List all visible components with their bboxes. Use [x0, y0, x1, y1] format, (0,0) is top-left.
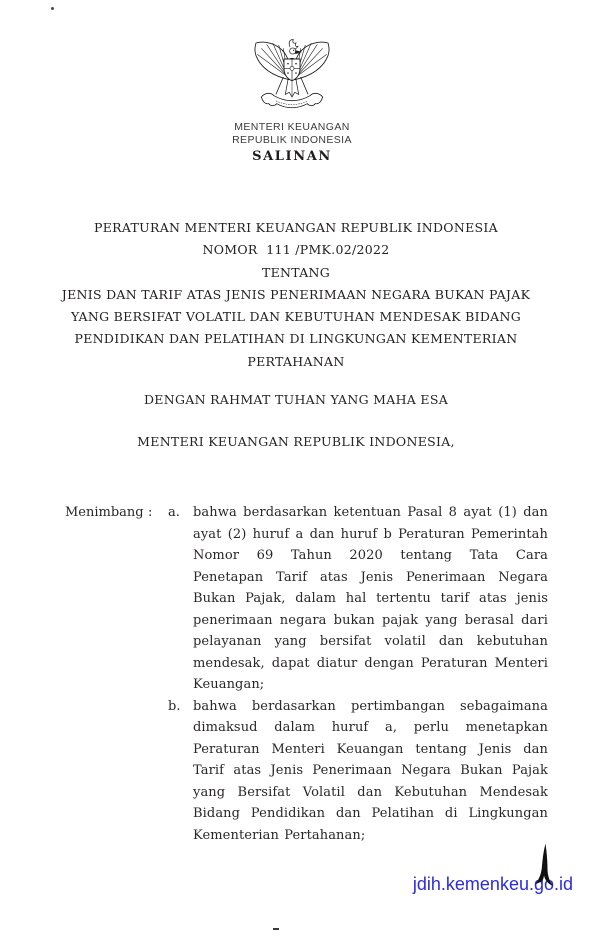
copy-stamp: SALINAN [252, 149, 332, 164]
regulation-about-label: TENTANG [261, 264, 331, 280]
regulation-title-block [0, 217, 592, 373]
ministry-country: REPUBLIK INDONESIA [232, 134, 352, 146]
regulation-subject-line: PERTAHANAN [247, 353, 345, 369]
scan-artifact [51, 7, 54, 10]
item-text: bahwa berdasarkan pertimbangan sebagaimana dimaksud dalam huruf a, perlu menetapkan Peraturan Menteri Keuangan tentang Jenis dan Tarif atas Jenis Penerimaan Negara Bukan Pajak yang Bersifat Volatil dan Kebutuhan Mendesak Bidang Pendidikan dan Pelatihan di Lingkungan Kementerian Pertahanan; [193, 698, 548, 843]
consideration-item-a [168, 502, 548, 696]
considerations-label: Menimbang [65, 505, 144, 520]
item-text: bahwa berdasarkan ketentuan Pasal 8 ayat (1) dan ayat (2) huruf a dan huruf b Peraturan Pemerintah Nomor 69 Tahun 2020 tentang Tata Cara Penetapan Tarif atas Jenis Penerimaan Negara Bukan Pajak, dalam hal tertentu tarif atas jenis penerimaan negara bukan pajak yang berasal dari pelayanan yang bersifat volatil dan kebutuhan mendesak, dapat diatur dengan Peraturan Menteri Keuangan; [193, 505, 548, 692]
regulation-number: NOMOR 111 /PMK.02/2022 [202, 242, 390, 258]
regulation-subject-line: PENDIDIKAN DAN PELATIHAN DI LINGKUNGAN KEMENTERIAN [74, 331, 518, 347]
scan-artifact [273, 928, 279, 930]
jdih-watermark-link[interactable]: jdih.kemenkeu.go.id [412, 874, 573, 894]
invocation-line: DENGAN RAHMAT TUHAN YANG MAHA ESA [143, 392, 449, 407]
authority-line: MENTERI KEUANGAN REPUBLIK INDONESIA, [137, 434, 455, 449]
mouse-cursor-icon [532, 843, 556, 889]
item-marker: b. [168, 698, 181, 714]
item-marker: a. [168, 505, 180, 520]
consideration-item-b [168, 696, 548, 847]
regulation-org-line: PERATURAN MENTERI KEUANGAN REPUBLIK INDONESIA [94, 220, 498, 235]
garuda-emblem-icon [252, 38, 332, 120]
regulation-subject-line: YANG BERSIFAT VOLATIL DAN KEBUTUHAN MENDESAK BIDANG [70, 309, 522, 325]
ministry-letterhead [0, 121, 584, 147]
regulation-subject-line: JENIS DAN TARIF ATAS JENIS PENERIMAAN NEGARA BUKAN PAJAK [61, 286, 531, 302]
considerations-colon: : [148, 505, 153, 520]
ministry-name: MENTERI KEUANGAN [234, 121, 350, 133]
considerations-section [65, 502, 548, 846]
considerations-items [168, 502, 548, 846]
